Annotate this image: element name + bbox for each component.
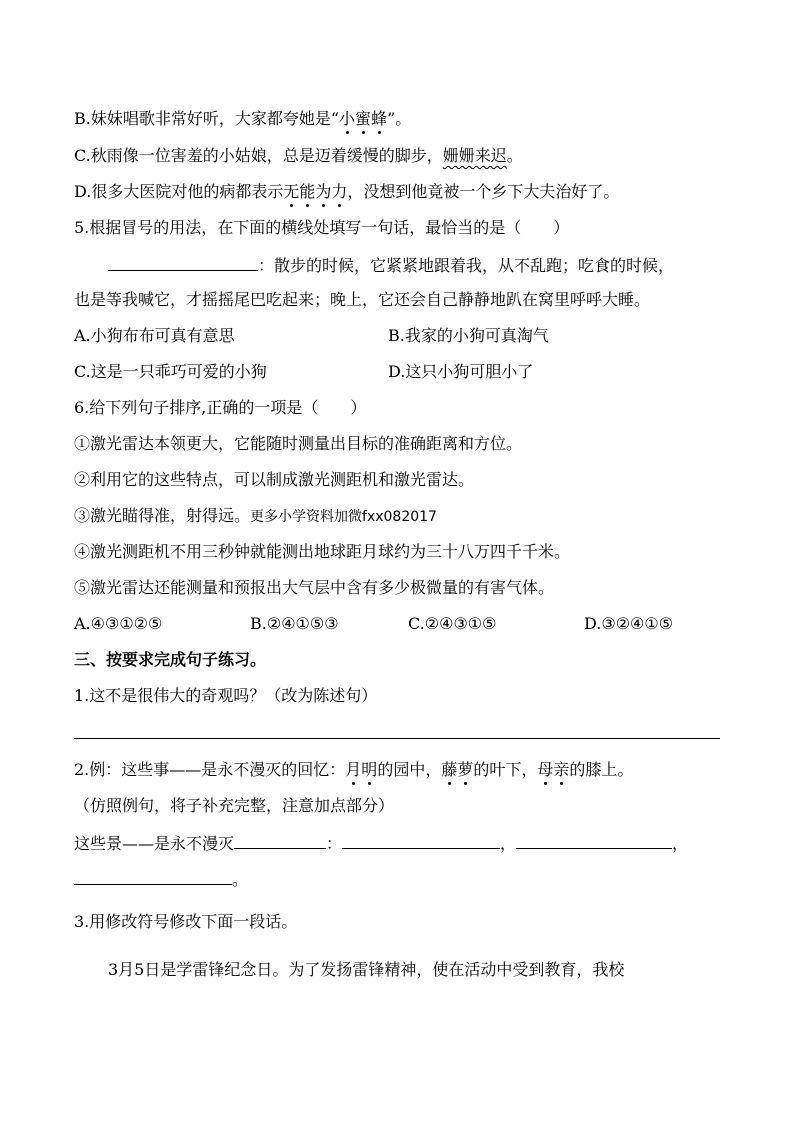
q6-watermark-note: 更多小学资料加微fxx082017 — [250, 509, 437, 525]
emphasis-char: 亲 — [553, 760, 570, 779]
q5-option-d[interactable]: D.这只小狗可胆小了 — [388, 362, 534, 381]
emphasis-char: 为 — [315, 182, 332, 201]
q4-option-b-text: B.妹妹唱歌非常好听，大家都夸她是“ — [74, 109, 340, 128]
emphasis-char: 蜜 — [355, 109, 372, 128]
q5-option-c[interactable]: C.这是一只乖巧可爱的小狗 — [74, 362, 267, 381]
emphasis-char: 藤 — [441, 760, 458, 779]
q5-passage-line2: 也是等我喊它，才摇摇尾巴吃起来；晚上，它还会自己静静地趴在窝里呼呼大睡。 — [74, 290, 651, 309]
emphasis-char: 无 — [283, 182, 300, 201]
q6-option-c[interactable]: C.②④③①⑤ — [408, 614, 497, 633]
s3-q2-blank-2[interactable] — [342, 832, 500, 849]
s3-q2-blank-1[interactable] — [234, 832, 326, 849]
s3-q2-blank-4[interactable] — [74, 868, 232, 885]
q4-option-c: C.秋雨像一位害羞的小姑娘，总是迈着缓慢的脚步，姗姗来迟。 — [74, 146, 523, 165]
q4-option-c-marked: 姗姗来迟 — [442, 146, 507, 165]
s3-q1: 1.这不是很伟大的奇观吗？（改为陈述句） — [74, 686, 378, 705]
q6-option-d[interactable]: D.③②④①⑤ — [584, 614, 674, 633]
emphasis-char: 蜂 — [371, 109, 388, 128]
section3-heading: 三、按要求完成句子练习。 — [74, 650, 267, 669]
q4-option-d: D.很多大医院对他的病都表示无能为力，没想到他竟被一个乡下大夫治好了。 — [74, 182, 620, 201]
q5-option-a[interactable]: A.小狗布布可真有意思 — [74, 326, 235, 345]
q5-passage-line1: ：散步的时候，它紧紧地跟着我，从不乱跑；吃食的时候， — [108, 254, 674, 276]
q5-stem: 5.根据冒号的用法，在下面的横线处填写一句话，最恰当的是（ ） — [74, 218, 570, 237]
q5-option-b[interactable]: B.我家的小狗可真淘气 — [388, 326, 549, 345]
q4-option-b-marked — [339, 109, 387, 128]
emphasis-char: 萝 — [457, 760, 474, 779]
q5-answer-blank[interactable] — [108, 254, 258, 271]
emphasis-char: 明 — [361, 760, 378, 779]
q6-sentence-3: ③激光瞄得准，射得远。更多小学资料加微fxx082017 — [74, 506, 437, 525]
emphasis-char: 能 — [299, 182, 316, 201]
q6-sentence-1: ①激光雷达本领更大，它能随时测量出目标的准确距离和方位。 — [74, 434, 523, 453]
emphasis-char: 小 — [339, 109, 356, 128]
s3-q2-fill-line2: 。 — [74, 868, 248, 890]
q4-option-b: B.妹妹唱歌非常好听，大家都夸她是“小蜜蜂”。 — [74, 109, 412, 128]
q6-option-b[interactable]: B.②④①⑤③ — [250, 614, 339, 633]
emphasis-char: 母 — [537, 760, 554, 779]
s3-q3-paragraph: 3月5日是学雷锋纪念日。为了发扬雷锋精神，使在活动中受到教育，我校 — [108, 960, 625, 979]
s3-q1-answer-line[interactable] — [74, 738, 720, 739]
s3-q2-note: （仿照例句，将子补充完整，注意加点部分） — [74, 796, 395, 815]
q6-sentence-5: ⑤激光雷达还能测量和预报出大气层中含有多少极微量的有害气体。 — [74, 578, 555, 597]
q6-sentence-4: ④激光测距机不用三秒钟就能测出地球距月球约为三十八万四千千米。 — [74, 542, 571, 561]
emphasis-char: 力 — [331, 182, 348, 201]
s3-q2-blank-3[interactable] — [516, 832, 672, 849]
q6-option-a[interactable]: A.④③①②⑤ — [74, 614, 163, 633]
q4-option-d-marked — [283, 182, 347, 201]
s3-q3: 3.用修改符号修改下面一段话。 — [74, 912, 298, 931]
s3-q2-example: 2.例：这些事——是永不漫灭的回忆：月明的园中，藤萝的叶下，母亲的膝上。 — [74, 760, 634, 779]
s3-q2-fill-line: 这些景——是永不漫灭 ： ， ， — [74, 834, 689, 853]
q6-sentence-2: ②利用它的这些特点，可以制成激光测距机和激光雷达。 — [74, 470, 475, 489]
q6-stem: 6.给下列句子排序,正确的一项是（ ） — [74, 398, 367, 417]
emphasis-char: 月 — [345, 760, 362, 779]
